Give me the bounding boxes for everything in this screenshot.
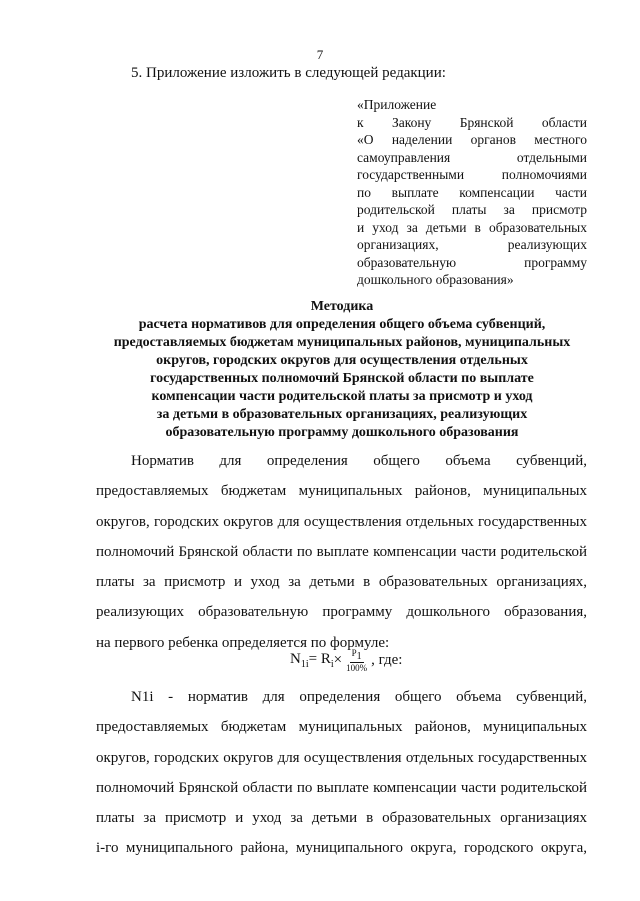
paragraph-line: предоставляемых бюджетам муниципальных районов, муниципальных <box>96 483 587 500</box>
methodology-subtitle-line: предоставляемых бюджетам муниципальных районов, муниципальных <box>113 335 571 350</box>
formula-numerator: $P_1$ <box>351 648 362 662</box>
intro-line: 5. Приложение изложить в следующей редакции: <box>131 65 446 81</box>
formula-denominator: 100% <box>346 662 368 673</box>
paragraph-n1i-definition <box>96 682 587 864</box>
appendix-line: образовательную программу <box>357 254 587 270</box>
methodology-subtitle-line: округов, городских округов для осуществления отдельных <box>156 353 528 368</box>
appendix-line: к Закону Брянской области <box>357 114 587 130</box>
paragraph-line: i-го муниципального района, муниципального округа, городского округа, <box>96 840 587 857</box>
paragraph-line: N1i - норматив для определения общего объема субвенций, <box>131 689 587 705</box>
methodology-subtitle-line: за детьми в образовательных организациях, реализующих <box>156 407 528 422</box>
formula-fraction <box>346 648 367 674</box>
methodology-heading <box>96 298 588 442</box>
paragraph-norm-definition <box>96 446 587 658</box>
paragraph-line: реализующих образовательную программу дошкольного образования, <box>96 604 587 621</box>
appendix-line: организациях, реализующих <box>357 237 587 252</box>
paragraph-line: платы за присмотр и уход за детьми в образовательных организациях <box>96 810 587 827</box>
page-number: 7 <box>316 47 324 62</box>
appendix-line: по выплате компенсации части <box>357 184 587 200</box>
formula-lhs: $N_{1i}$ <box>290 651 309 671</box>
appendix-line: самоуправления отдельными <box>357 149 587 165</box>
appendix-line: «О наделении органов местного <box>357 132 587 147</box>
appendix-line: «Приложение <box>357 97 437 112</box>
paragraph-line: округов, городских округов для осуществления отдельных государственных <box>96 513 587 530</box>
paragraph-line: платы за присмотр и уход за детьми в образовательных организациях, <box>96 574 587 591</box>
paragraph-line: округов, городских округов для осуществления отдельных государственных <box>96 749 587 766</box>
formula <box>290 648 402 674</box>
formula-equals: = $R_i$ <box>308 651 334 671</box>
paragraph-line: Норматив для определения общего объема субвенций, <box>131 453 587 469</box>
methodology-title: Методика <box>310 299 374 314</box>
paragraph-line: полномочий Брянской области по выплате компенсации части родительской <box>96 779 587 796</box>
methodology-subtitle-line: компенсации части родительской платы за присмотр и уход <box>151 389 533 404</box>
appendix-line: дошкольного образования» <box>357 272 514 287</box>
formula-times: × <box>333 652 343 669</box>
methodology-subtitle-line: образовательную программу дошкольного образования <box>165 425 519 440</box>
methodology-subtitle-line: расчета нормативов для определения общего объема субвенций, <box>138 317 546 332</box>
appendix-line: родительской платы за присмотр <box>357 202 587 217</box>
formula-tail: , где: <box>371 652 403 669</box>
appendix-line: и уход за детьми в образовательных <box>357 219 587 235</box>
paragraph-line: на первого ребенка определяется по формуле: <box>96 634 390 651</box>
appendix-header <box>357 96 587 289</box>
paragraph-line: предоставляемых бюджетам муниципальных районов, муниципальных <box>96 719 587 736</box>
methodology-subtitle-line: государственных полномочий Брянской области по выплате <box>150 371 534 386</box>
paragraph-line: полномочий Брянской области по выплате компенсации части родительской <box>96 543 587 560</box>
appendix-line: государственными полномочиями <box>357 167 587 182</box>
